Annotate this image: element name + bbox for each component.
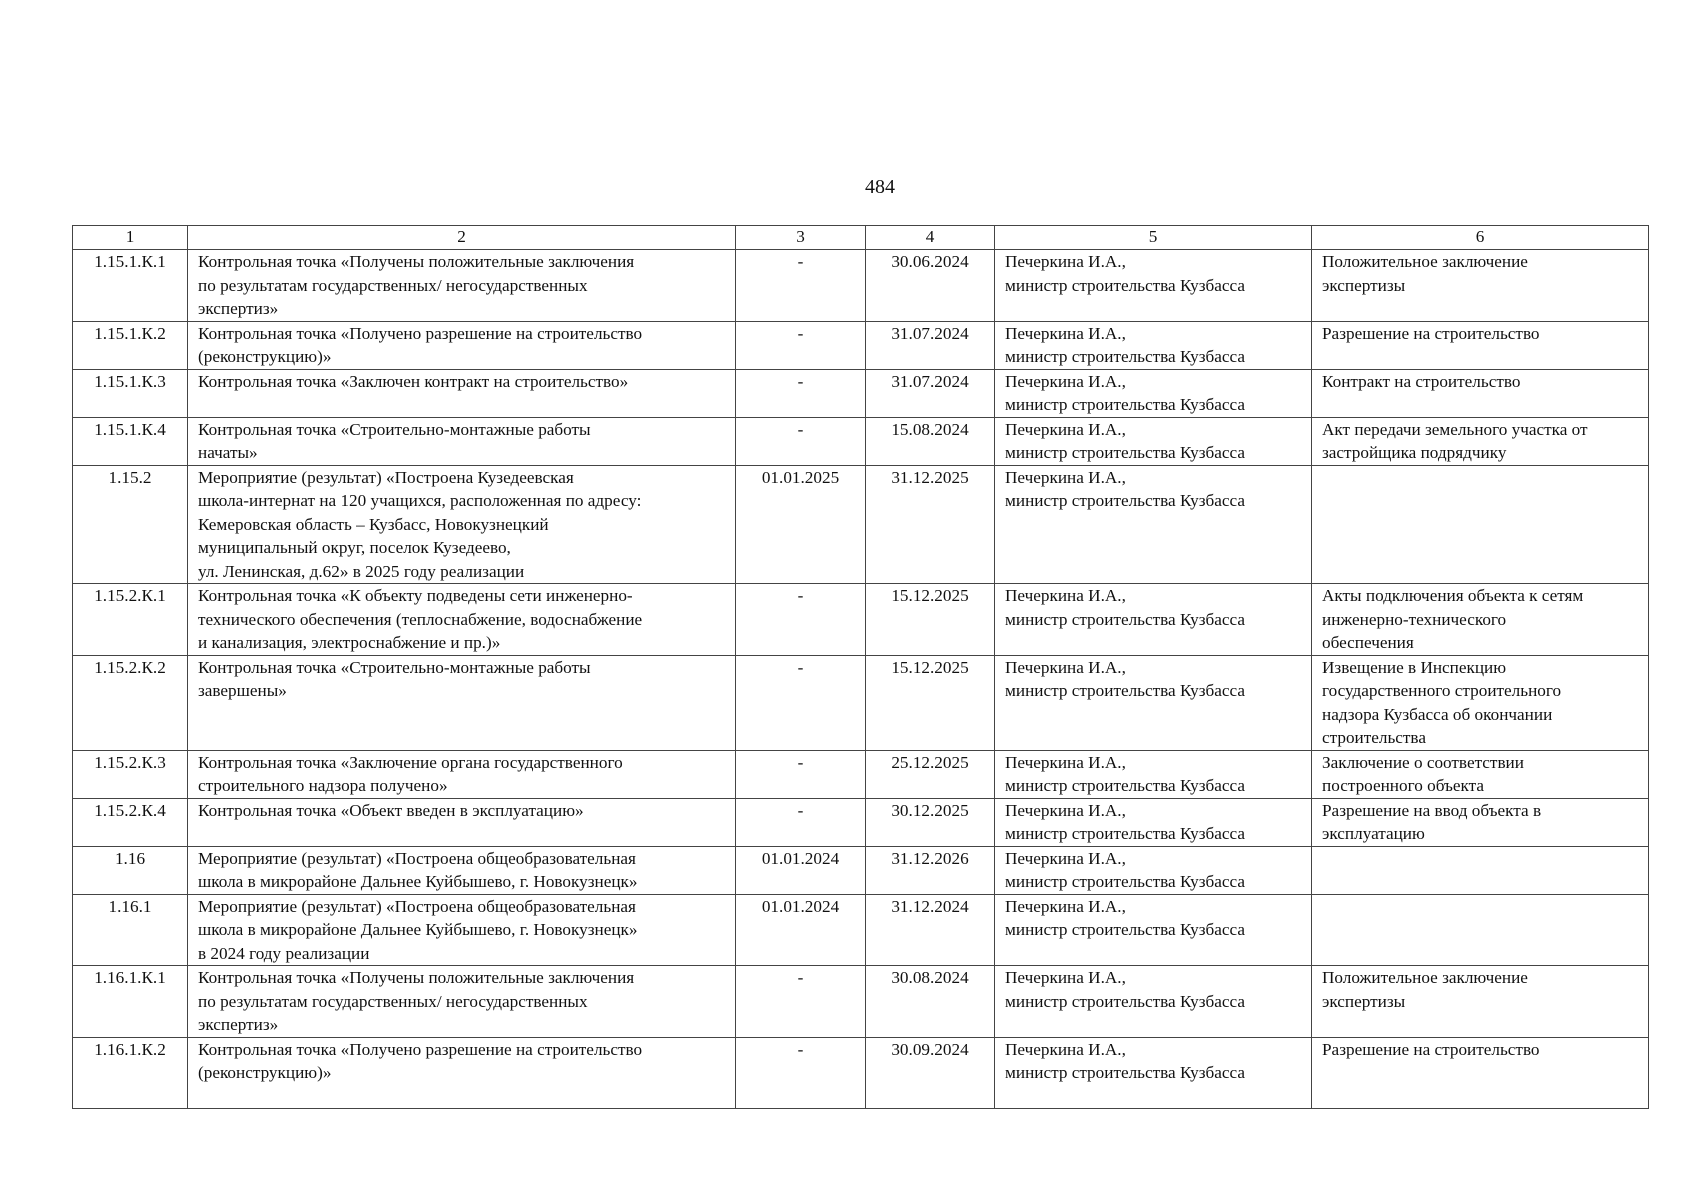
responsible-person: Печеркина И.А., министр строительства Кузбасса [995, 894, 1312, 966]
table-row [73, 321, 1649, 369]
item-description: Контрольная точка «Заключение органа государственного строительного надзора получено» [188, 750, 736, 798]
start-date: - [736, 417, 866, 465]
table-row [73, 894, 1649, 966]
end-date: 30.08.2024 [866, 966, 995, 1038]
item-number: 1.16 [73, 846, 188, 894]
responsible-person: Печеркина И.А., министр строительства Кузбасса [995, 584, 1312, 656]
responsible-person: Печеркина И.А., министр строительства Кузбасса [995, 750, 1312, 798]
start-date: - [736, 750, 866, 798]
item-description: Мероприятие (результат) «Построена общеобразовательная школа в микрорайоне Дальнее Куйбышево, г. Новокузнецк» в 2024 году реализации [188, 894, 736, 966]
responsible-person: Печеркина И.А., министр строительства Кузбасса [995, 1037, 1312, 1108]
start-date: - [736, 966, 866, 1038]
item-number: 1.15.2.К.1 [73, 584, 188, 656]
start-date: - [736, 798, 866, 846]
end-date: 15.08.2024 [866, 417, 995, 465]
result-document: Заключение о соответствии построенного объекта [1312, 750, 1649, 798]
end-date: 31.07.2024 [866, 321, 995, 369]
start-date: - [736, 1037, 866, 1108]
item-description: Мероприятие (результат) «Построена Кузедеевская школа-интернат на 120 учащихся, расположенная по адресу: Кемеровская область – Кузбасс, Новокузнецкий муниципальный округ, поселок Кузедеево, ул. Ленинская, д.62» в 2025 году реализации [188, 465, 736, 584]
result-document: Извещение в Инспекцию государственного строительного надзора Кузбасса об окончании строительства [1312, 655, 1649, 750]
item-description: Контрольная точка «Строительно-монтажные работы завершены» [188, 655, 736, 750]
table-row [73, 846, 1649, 894]
table-row [73, 1037, 1649, 1108]
table-body [73, 250, 1649, 1109]
responsible-person: Печеркина И.А., министр строительства Кузбасса [995, 250, 1312, 322]
table-row [73, 798, 1649, 846]
schedule-table [72, 225, 1649, 1109]
item-description: Контрольная точка «Получено разрешение на строительство (реконструкцию)» [188, 1037, 736, 1108]
column-header-2: 2 [188, 226, 736, 250]
result-document: Разрешение на строительство [1312, 1037, 1649, 1108]
start-date: - [736, 655, 866, 750]
column-header-5: 5 [995, 226, 1312, 250]
item-number: 1.15.1.К.2 [73, 321, 188, 369]
item-number: 1.16.1 [73, 894, 188, 966]
start-date: 01.01.2025 [736, 465, 866, 584]
table-header [73, 226, 1649, 250]
column-header-1: 1 [73, 226, 188, 250]
result-document: Акты подключения объекта к сетям инженерно-технического обеспечения [1312, 584, 1649, 656]
table-row [73, 250, 1649, 322]
responsible-person: Печеркина И.А., министр строительства Кузбасса [995, 798, 1312, 846]
item-description: Контрольная точка «Получены положительные заключения по результатам государственных/ негосударственных экспертиз» [188, 966, 736, 1038]
responsible-person: Печеркина И.А., министр строительства Кузбасса [995, 655, 1312, 750]
end-date: 15.12.2025 [866, 655, 995, 750]
end-date: 31.12.2026 [866, 846, 995, 894]
result-document [1312, 894, 1649, 966]
responsible-person: Печеркина И.А., министр строительства Кузбасса [995, 846, 1312, 894]
table-row [73, 584, 1649, 656]
end-date: 30.12.2025 [866, 798, 995, 846]
item-number: 1.15.1.К.4 [73, 417, 188, 465]
table-row [73, 750, 1649, 798]
result-document: Акт передачи земельного участка от застройщика подрядчику [1312, 417, 1649, 465]
result-document: Контракт на строительство [1312, 369, 1649, 417]
result-document: Положительное заключение экспертизы [1312, 966, 1649, 1038]
end-date: 15.12.2025 [866, 584, 995, 656]
end-date: 31.12.2025 [866, 465, 995, 584]
header-row [73, 226, 1649, 250]
item-description: Контрольная точка «Заключен контракт на строительство» [188, 369, 736, 417]
item-number: 1.16.1.К.2 [73, 1037, 188, 1108]
end-date: 31.12.2024 [866, 894, 995, 966]
responsible-person: Печеркина И.А., министр строительства Кузбасса [995, 417, 1312, 465]
start-date: - [736, 321, 866, 369]
result-document: Разрешение на ввод объекта в эксплуатацию [1312, 798, 1649, 846]
column-header-3: 3 [736, 226, 866, 250]
column-header-6: 6 [1312, 226, 1649, 250]
start-date: 01.01.2024 [736, 894, 866, 966]
result-document [1312, 846, 1649, 894]
end-date: 30.09.2024 [866, 1037, 995, 1108]
responsible-person: Печеркина И.А., министр строительства Кузбасса [995, 369, 1312, 417]
column-header-4: 4 [866, 226, 995, 250]
item-number: 1.15.2 [73, 465, 188, 584]
item-description: Контрольная точка «Получено разрешение на строительство (реконструкцию)» [188, 321, 736, 369]
start-date: - [736, 584, 866, 656]
item-number: 1.15.1.К.3 [73, 369, 188, 417]
item-description: Контрольная точка «Получены положительные заключения по результатам государственных/ негосударственных экспертиз» [188, 250, 736, 322]
result-document [1312, 465, 1649, 584]
end-date: 25.12.2025 [866, 750, 995, 798]
table-row [73, 655, 1649, 750]
item-number: 1.15.2.К.3 [73, 750, 188, 798]
result-document: Разрешение на строительство [1312, 321, 1649, 369]
end-date: 31.07.2024 [866, 369, 995, 417]
start-date: - [736, 250, 866, 322]
responsible-person: Печеркина И.А., министр строительства Кузбасса [995, 966, 1312, 1038]
item-number: 1.15.2.К.2 [73, 655, 188, 750]
item-number: 1.15.2.К.4 [73, 798, 188, 846]
result-document: Положительное заключение экспертизы [1312, 250, 1649, 322]
page-number: 484 [865, 176, 895, 198]
table-row [73, 417, 1649, 465]
item-description: Контрольная точка «К объекту подведены сети инженерно- технического обеспечения (теплоснабжение, водоснабжение и канализация, электроснабжение и пр.)» [188, 584, 736, 656]
start-date: - [736, 369, 866, 417]
end-date: 30.06.2024 [866, 250, 995, 322]
item-description: Контрольная точка «Объект введен в эксплуатацию» [188, 798, 736, 846]
table-row [73, 966, 1649, 1038]
item-number: 1.16.1.К.1 [73, 966, 188, 1038]
item-number: 1.15.1.К.1 [73, 250, 188, 322]
table-row [73, 465, 1649, 584]
item-description: Мероприятие (результат) «Построена общеобразовательная школа в микрорайоне Дальнее Куйбышево, г. Новокузнецк» [188, 846, 736, 894]
table-row [73, 369, 1649, 417]
responsible-person: Печеркина И.А., министр строительства Кузбасса [995, 321, 1312, 369]
responsible-person: Печеркина И.А., министр строительства Кузбасса [995, 465, 1312, 584]
start-date: 01.01.2024 [736, 846, 866, 894]
item-description: Контрольная точка «Строительно-монтажные работы начаты» [188, 417, 736, 465]
